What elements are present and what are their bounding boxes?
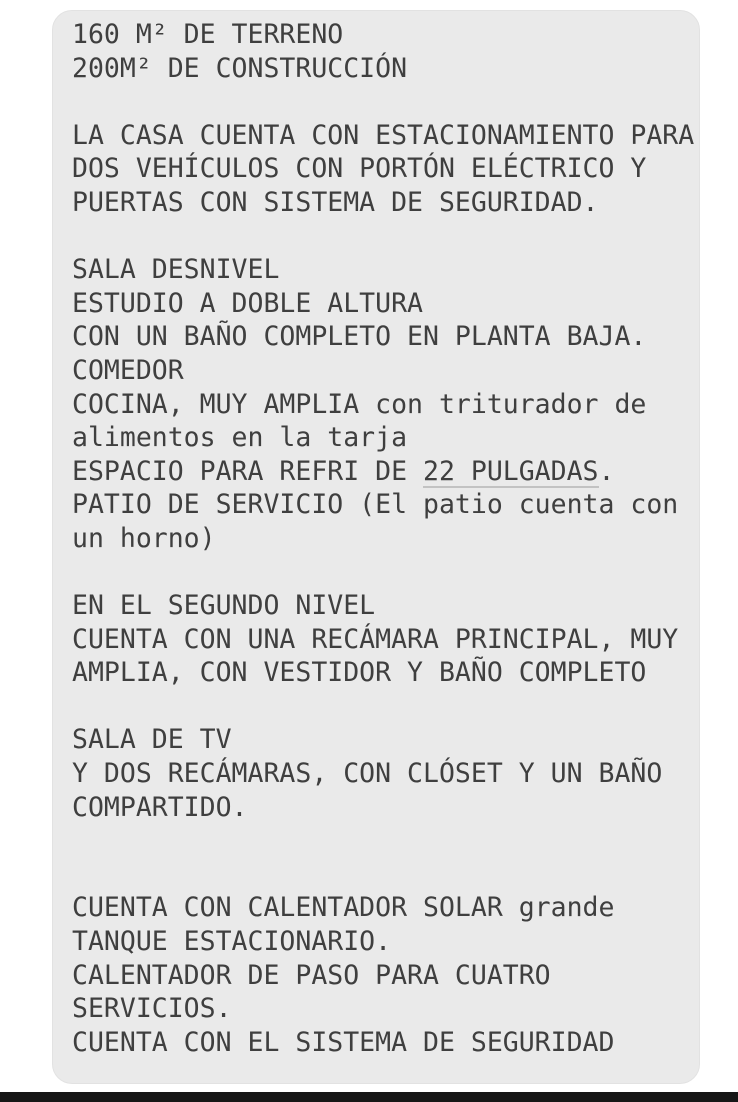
note-line: SALA DESNIVEL [72,254,280,286]
note-line: EN EL SEGUNDO NIVEL [72,590,376,622]
note-line: alimentos en la tarja [72,422,408,454]
note-line: CALENTADOR DE PASO PARA CUATRO [72,959,551,991]
paragraph-amenities [72,891,695,1059]
refri-line-pre: ESPACIO PARA REFRI DE [72,455,423,487]
note-line: CUENTA CON UNA RECÁMARA PRINCIPAL, MUY [72,623,679,655]
note-line: COMEDOR [72,354,184,386]
note-line: CUENTA CON CALENTADOR SOLAR grande [72,892,615,924]
detected-link-22-pulgadas[interactable]: 22 PULGADAS [423,455,599,487]
note-line: CUENTA CON EL SISTEMA DE SEGURIDAD [72,1026,615,1058]
paragraph-lot-size [72,18,695,85]
note-line: CON UN BAÑO COMPLETO EN PLANTA BAJA. [72,321,647,353]
note-line: 160 M² DE TERRENO [72,19,344,50]
property-description-card [52,10,700,1084]
note-line: Y DOS RECÁMARAS, CON CLÓSET Y UN BAÑO [72,758,663,790]
note-line: COCINA, MUY AMPLIA con triturador de [72,388,647,420]
note-line: un horno) [72,522,216,554]
refri-line-post: . [598,455,615,487]
note-line: TANQUE ESTACIONARIO. [72,926,392,958]
paragraph-second-level [72,589,695,690]
paragraph-tv-room [72,723,695,824]
note-line-refri [72,455,695,489]
note-line: SALA DE TV [72,724,232,756]
note-line: ESTUDIO A DOBLE ALTURA [72,287,423,319]
note-line: COMPARTIDO. [72,791,248,823]
note-line: AMPLIA, CON VESTIDOR Y BAÑO COMPLETO [72,657,647,689]
note-line: PUERTAS CON SISTEMA DE SEGURIDAD. [72,186,599,218]
note-line: PATIO DE SERVICIO (El patio cuenta con [72,489,679,521]
note-line: 200M² DE CONSTRUCCIÓN [72,52,408,84]
paragraph-ground-floor [72,253,695,555]
paragraph-parking [72,119,695,220]
note-line: LA CASA CUENTA CON ESTACIONAMIENTO PARA [72,119,695,151]
bottom-black-bar [0,1092,738,1102]
note-line: DOS VEHÍCULOS CON PORTÓN ELÉCTRICO Y [72,153,647,185]
note-line: SERVICIOS. [72,993,232,1025]
